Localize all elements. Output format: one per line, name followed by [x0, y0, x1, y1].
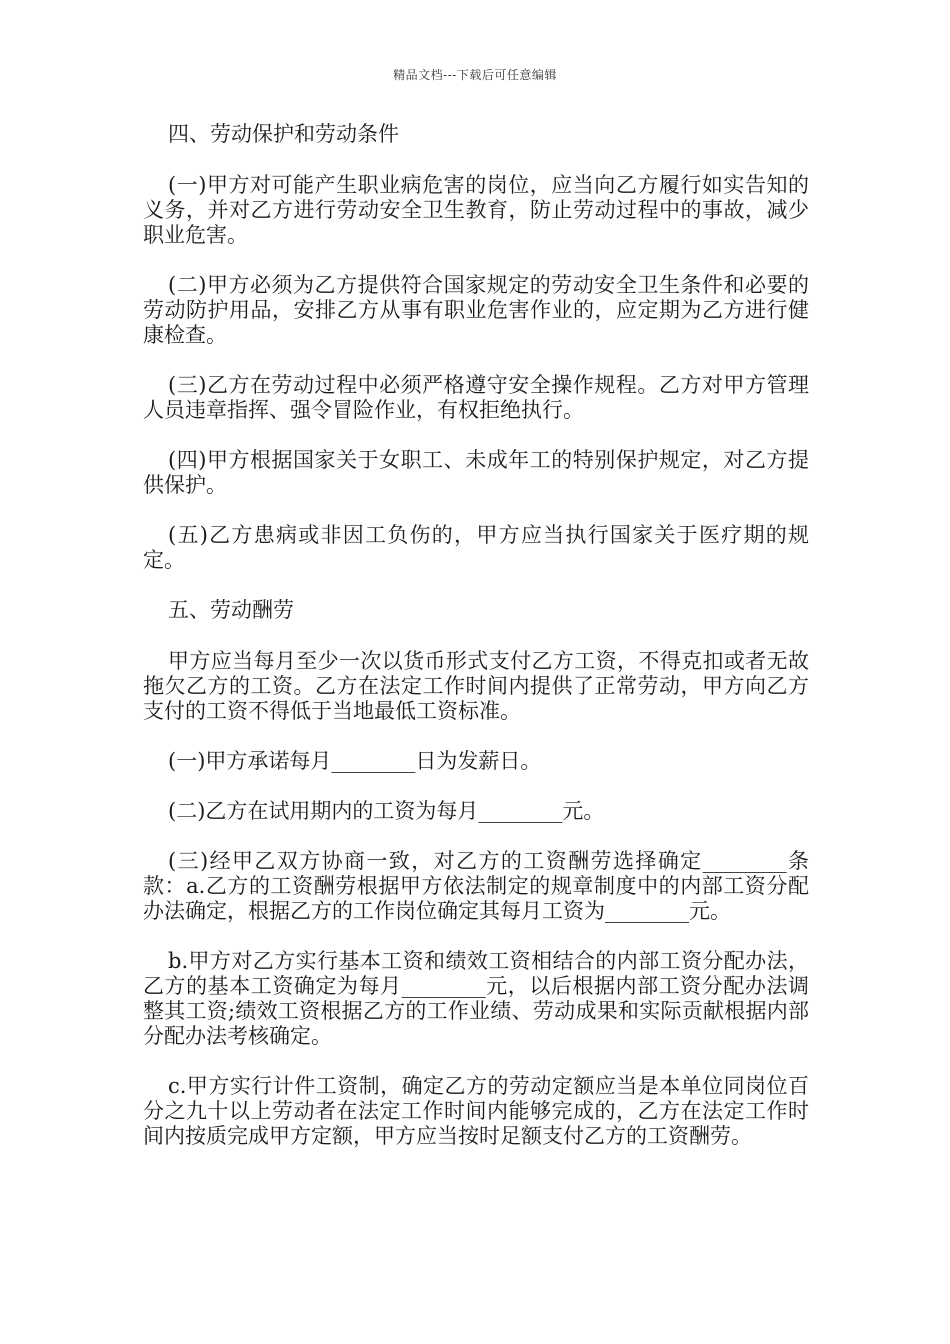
paragraph-wage-option-a: (三)经甲乙双方协商一致，对乙方的工资酬劳选择确定________条款：a.乙方的工资酬劳根据甲方依法制定的规章制度中的内部工资分配办法确定，根据乙方的工作岗位确定其每月工资为________元。 [143, 849, 809, 923]
paragraph-probation-wage: (二)乙方在试用期内的工资为每月________元。 [168, 799, 605, 823]
paragraph-medical-period: (五)乙方患病或非因工负伤的，甲方应当执行国家关于医疗期的规定。 [143, 523, 809, 572]
paragraph-safety-conditions: (二)甲方必须为乙方提供符合国家规定的劳动安全卫生条件和必要的劳动防护用品，安排乙方从事有职业危害作业的，应定期为乙方进行健康检查。 [143, 273, 809, 347]
paragraph-occupational-hazard-notice: (一)甲方对可能产生职业病危害的岗位，应当向乙方履行如实告知的义务，并对乙方进行劳动安全卫生教育，防止劳动过程中的事故，减少职业危害。 [143, 173, 809, 247]
page-header: 精品文档---下载后可任意编辑 [393, 68, 557, 82]
section-heading-labor-protection: 四、劳动保护和劳动条件 [168, 122, 399, 146]
paragraph-wage-payment: 甲方应当每月至少一次以货币形式支付乙方工资，不得克扣或者无故拖欠乙方的工资。乙方在法定工作时间内提供了正常劳动，甲方向乙方支付的工资不得低于当地最低工资标准。 [143, 649, 809, 723]
paragraph-wage-option-b: b.甲方对乙方实行基本工资和绩效工资相结合的内部工资分配办法，乙方的基本工资确定为每月________元，以后根据内部工资分配办法调整其工资;绩效工资根据乙方的工作业绩、劳动成果和实际贡献根据内部分配办法考核确定。 [143, 949, 809, 1048]
paragraph-payday: (一)甲方承诺每月________日为发薪日。 [168, 749, 542, 773]
paragraph-special-protection: (四)甲方根据国家关于女职工、未成年工的特别保护规定，对乙方提供保护。 [143, 448, 809, 497]
paragraph-safety-rules: (三)乙方在劳动过程中必须严格遵守安全操作规程。乙方对甲方管理人员违章指挥、强令冒险作业，有权拒绝执行。 [143, 373, 809, 422]
section-heading-remuneration: 五、劳动酬劳 [168, 598, 294, 622]
document-body [143, 122, 809, 1174]
paragraph-wage-option-c: c.甲方实行计件工资制，确定乙方的劳动定额应当是本单位同岗位百分之九十以上劳动者在法定工作时间内能够完成的，乙方在法定工作时间内按质完成甲方定额，甲方应当按时足额支付乙方的工资酬劳。 [143, 1074, 809, 1148]
